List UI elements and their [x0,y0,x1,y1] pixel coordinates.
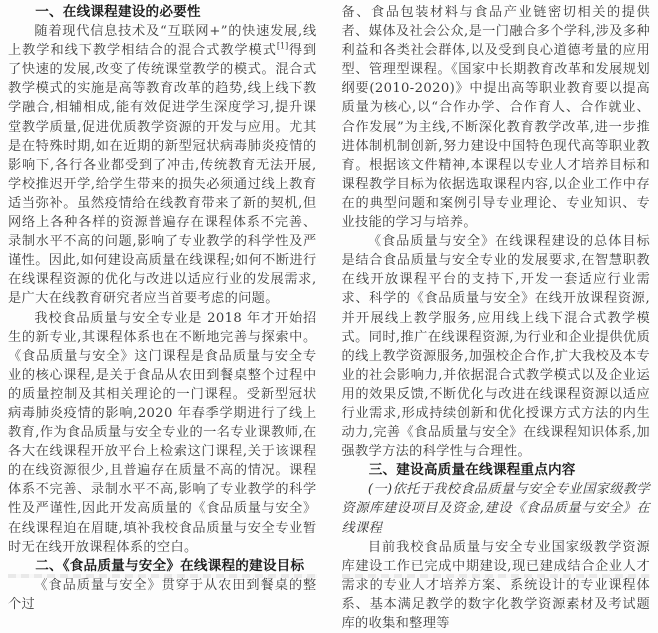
cutoff-next-line-remnant [8,574,650,578]
paragraph [8,309,317,557]
text-run: 《食品质量与安全》贯穿于从农田到餐桌的整个过 [8,577,317,612]
paragraph [8,576,317,614]
paragraph [342,3,651,232]
text-run: 一、在线课程建设的必要性 [35,4,201,20]
paragraph [342,538,651,633]
paragraph [8,22,317,308]
cutoff-remnant-left [8,574,317,578]
text-run: 备、食品包装材料与食品产业链密切相关的提供者、媒体及社会公众,是一门融合多个学科,涉及多种利益和各类社会群体,以及受到良心道德考量的应用型、管理型课程。《国家中长期教育改革和发展规划纲要(2010-2020)》中提出高等职业教育要以提高质量为核心,以“合作办学、合作育人、合作就业、合作发展”为主线,不断深化教育教学改革,进一步推进体制机制创新,努力建设中国特色现代高等职业教育。根据该文件精神,本课程以专业人才培养目标和课程教学目标为依据选取课程内容,以企业工作中存在的典型问题和案例引导专业理论、专业知识、专业技能的学习与培养。 [341,5,650,231]
paragraph [342,232,651,461]
cutoff-remnant-right [342,574,651,578]
text-run: 目前我校食品质量与安全专业国家级教学资源库建设工作已完成中期建设,现已建成结合企业人才需求的专业人才培养方案、系统设计的专业课程体系、基本满足教学的数字化教学资源素材及考试题库的收集和整理等 [341,539,650,631]
text-run: 我校食品质量与安全专业是 2018 年才开始招生的新专业,其课程体系也在不断地完善与探索中。《食品质量与安全》这门课程是食品质量与安全专业的核心课程,是关于食品从农田到餐桌整个过程中的质量控制及其相关理论的一门课程。受新型冠状病毒肺炎疫情的影响,2020 年春季学期进行了线上教育,作为食品质量与安全专业的一名专业课教师,在各大在线课程开放平台上检索这门课程,关于该课程的在线资源很少,且普遍存在质量不高的情况。课程体系不完善、录制水平不高,影响了专业教学的科学性及严谨性,因此开发高质量的《食品质量与安全》在线课程迫在眉睫,填补我校食品质量与安全专业暂时无在线开放课程体系的空白。 [8,310,317,555]
text-run: (一)依托于我校食品质量与安全专业国家级教学资源库建设项目及资金,建设《食品质量与安全》在线课程 [341,482,650,536]
text-run: 三、建设高质量在线课程重点内容 [368,462,576,479]
sub-heading [342,480,651,537]
text-run: 随着现代信息技术及“互联网+”的快速发展,线上教学和线下教学相结合的混合式教学模式 [8,24,317,59]
text-run: 《食品质量与安全》在线课程建设的总体目标是结合食品质量与安全专业的发展要求,在智慧职教在线开放课程平台的支持下,开发一套适应行业需求、科学的《食品质量与安全》在线开放课程资源,并开展线上教学服务,应用线上线下混合式教学模式。同时,推广在线课程资源,为行业和企业提供优质的线上教学资源服务,加强校企合作,扩大我校及本专业的社会影响力,并依据混合式教学模式以及企业运用的效果反馈,不断优化与改进在线课程资源以适应行业需求,形成持续创新和优化授课方式方法的内生动力,完善《食品质量与安全》在线课程知识体系,加强教学方法的科学性与合理性。 [341,234,650,460]
section-heading [8,557,317,576]
citation-superscript: [1] [276,41,289,51]
section-heading [8,3,317,22]
text-run: 得到了快速的发展,改变了传统课堂教学的模式。混合式教学模式的实施是高等教育改革的趋势,线上线下教学融合,相辅相成,能有效促进学生深度学习,提升课堂教学质量,促进优质教学资源的开发与应用。尤其是在特殊时期,如在近期的新型冠状病毒肺炎疫情的影响下,各行各业都受到了冲击,传统教育无法开展,学校推迟开学,给学生带来的损失必须通过线上教育适当弥补。虽然疫情给在线教育带来了新的契机,但网络上各种各样的资源普遍存在课程体系不完善、录制水平不高的问题,影响了专业教学的科学性及严谨性。因此,如何建设高质量在线课程;如何不断进行在线课程资源的优化与改进以适应行业的发展需求,是广大在线教育研究者应当首要考虑的问题。 [8,43,317,307]
section-heading [342,461,651,480]
text-run: 二、《食品质量与安全》在线课程的建设目标 [35,557,305,574]
text-column-right [341,3,651,631]
text-column-left [8,3,317,612]
